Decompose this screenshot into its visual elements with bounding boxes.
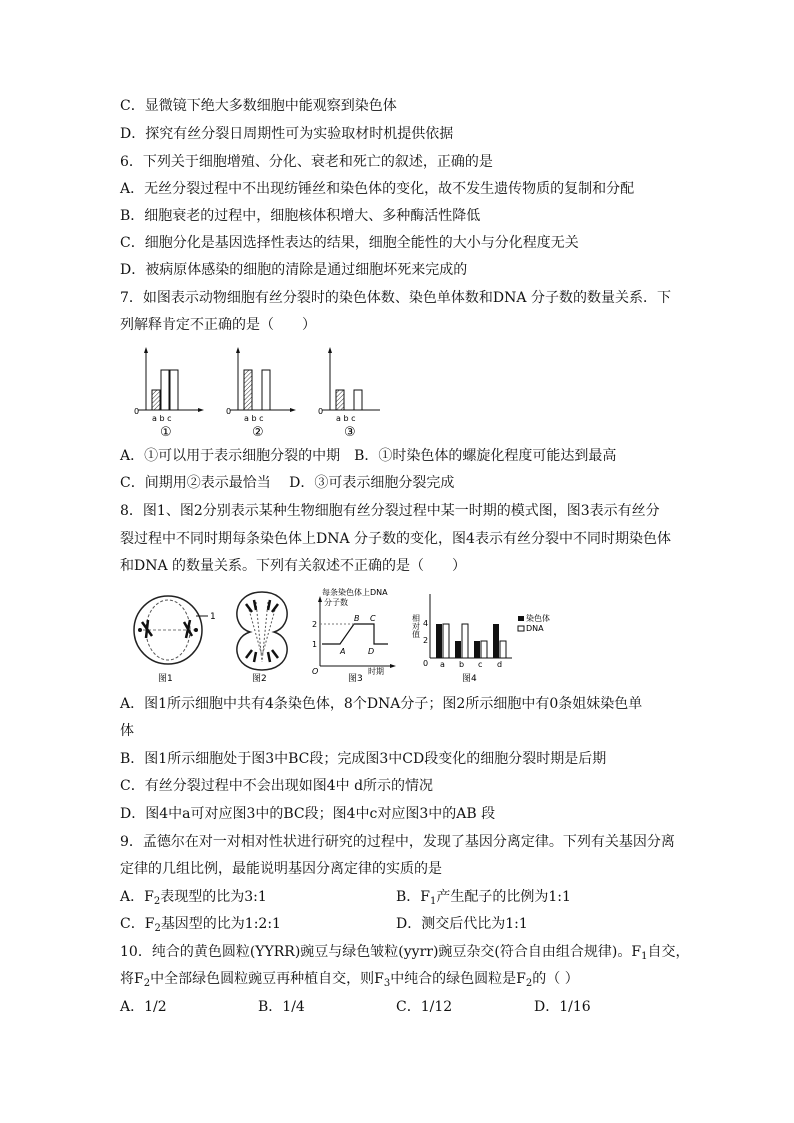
q10-option-c: C．1/12: [396, 999, 453, 1015]
q7-origin: 0: [226, 407, 232, 416]
fig3-point: D: [368, 647, 375, 656]
fig3-point: A: [340, 647, 346, 656]
fig3-title: 每条染色体上DNA: [322, 588, 388, 597]
q7-figure: [120, 346, 380, 438]
q7-options-cd: C．间期用②表示最恰当 D．③可表示细胞分裂完成: [120, 475, 455, 491]
question-8-line3: 和DNA 的数量关系。下列有关叙述不正确的是（ ）: [120, 558, 467, 574]
fig2-caption: 图2: [252, 674, 267, 684]
q8-option-a1: A．图1所示细胞中共有4条染色体，8个DNA分子；图2所示细胞中有0条姐妹染色单: [120, 696, 643, 712]
question-7-line2: 列解释肯定不正确的是（ ）: [120, 317, 316, 333]
fig4-category: a: [440, 660, 445, 669]
q7-options-ab: A．①可以用于表示细胞分裂的中期 B．①时染色体的螺旋化程度可能达到最高: [120, 448, 617, 464]
fig3-xlabel: 时期: [368, 667, 384, 676]
q7-bar: [152, 390, 160, 410]
fig4-caption: 图4: [462, 674, 477, 684]
fig4-tick: 4: [423, 619, 429, 628]
q7-bar: [336, 390, 344, 410]
q8-option-d: D．图4中a可对应图3中的BC段；图4中c对应图3中的AB 段: [120, 806, 496, 822]
fig1-label: 1: [210, 612, 216, 622]
q8-option-c: C．有丝分裂过程中不会出现如图4中 d所示的情况: [120, 778, 434, 794]
fig4-ylabel: 相对值: [411, 614, 421, 638]
q7-bar: [170, 370, 178, 410]
fig4-chromosome-bar: [493, 624, 499, 658]
question-10-line1: 10．纯合的黄色圆粒(YYRR)豌豆与绿色皱粒(yyrr)豌豆杂交(符合自由组合规律)。$F_1$自交，: [120, 944, 690, 962]
fig3-origin: O: [312, 667, 319, 676]
option-6d: D．被病原体感染的细胞的清除是通过细胞坏死来完成的: [120, 262, 468, 278]
fig4-dna-bar: [462, 624, 468, 658]
q7-bar: [354, 390, 362, 410]
q7-origin: 0: [134, 407, 140, 416]
fig4-legend: DNA: [526, 624, 544, 633]
q7-chart-label: ①: [160, 425, 172, 438]
q7-xlabel: a b c: [336, 414, 356, 423]
fig3-point: B: [354, 614, 360, 623]
fig4-chart: [412, 594, 551, 684]
q7-arrow: [236, 347, 240, 353]
fig3-tick: 2: [312, 620, 318, 629]
q10-option-a: A．1/2: [120, 999, 167, 1015]
question-9-line1: 9．孟德尔在对一对相对性状进行研究的过程中，发现了基因分离定律。下列有关基因分离: [120, 834, 675, 850]
q7-arrow: [328, 347, 332, 353]
fig4-tick: 2: [423, 636, 429, 645]
q8-option-a2: 体: [120, 723, 134, 739]
fig4-dna-bar: [443, 624, 449, 658]
fig4-category: d: [497, 660, 503, 669]
fig1-cell: [134, 596, 216, 684]
option-6b: B．细胞衰老的过程中，细胞核体积增大、多种酶活性降低: [120, 208, 481, 224]
fig4-dna-bar: [481, 641, 487, 658]
text-line: D．探究有丝分裂日周期性可为实验取材时机提供依据: [120, 126, 454, 142]
fig3-point: C: [370, 614, 376, 623]
fig4-chromosome-bar: [474, 641, 480, 658]
fig3-title2: 分子数: [324, 598, 348, 607]
question-7-line1: 7．如图表示动物细胞有丝分裂时的染色体数、染色单体数和DNA 分子数的数量关系．下: [120, 290, 671, 306]
fig4-legend: 染色体: [526, 614, 550, 623]
option-6a: A．无丝分裂过程中不出现纺锤丝和染色体的变化，故不发生遗传物质的复制和分配: [120, 181, 635, 197]
fig3-caption: 图3: [348, 674, 363, 684]
q7-chart-label: ③: [344, 425, 356, 438]
q7-xlabel: a b c: [152, 414, 172, 423]
q7-origin: 0: [318, 407, 324, 416]
q7-arrow: [144, 347, 148, 353]
q9-option-c: C．$F_2$基因型的比为1:2:1: [120, 916, 281, 934]
q8-option-b: B．图1所示细胞处于图3中BC段；完成图3中CD段变化的细胞分裂时期是后期: [120, 751, 607, 767]
fig4-origin: 0: [423, 659, 429, 668]
q7-arrow: [198, 408, 204, 412]
fig4-dna-bar: [500, 641, 506, 658]
question-6: 6．下列关于细胞增殖、分化、衰老和死亡的叙述，正确的是: [120, 154, 493, 170]
question-10-line2: 将$F_2$中全部绿色圆粒豌豆再种植自交，则$F_3$中纯合的绿色圆粒是$F_2$的（ ）: [120, 971, 579, 989]
q7-bar: [262, 370, 270, 410]
fig4-category: b: [459, 660, 465, 669]
q9-option-d: D．测交后代比为1:1: [396, 916, 528, 932]
q7-bar: [244, 370, 252, 410]
q9-option-a: A．$F_2$表现型的比为3:1: [120, 889, 267, 907]
q10-option-b: B．1/4: [258, 999, 305, 1015]
q7-xlabel: a b c: [244, 414, 264, 423]
q9-option-b: B．$F_1$产生配子的比例为1:1: [396, 889, 571, 907]
text-line: C．显微镜下绝大多数细胞中能观察到染色体: [120, 98, 397, 114]
question-9-line2: 定律的几组比例，最能说明基因分离定律的实质的是: [120, 861, 442, 877]
q10-option-d: D．1/16: [534, 999, 591, 1015]
fig1-caption: 图1: [158, 674, 173, 684]
q7-chart-label: ②: [252, 425, 264, 438]
fig3-graph: [312, 587, 396, 684]
question-8-line1: 8．图1、图2分别表示某种生物细胞有丝分裂过程中某一时期的模式图，图3表示有丝分: [120, 503, 660, 519]
option-6c: C．细胞分化是基因选择性表达的结果，细胞全能性的大小与分化程度无关: [120, 235, 579, 251]
q7-arrow: [290, 408, 296, 412]
q7-bar: [161, 370, 169, 410]
fig2-cell: [237, 592, 287, 684]
q8-figures: [120, 586, 580, 686]
fig3-tick: 1: [312, 640, 318, 649]
fig4-chromosome-bar: [455, 641, 461, 658]
fig4-chromosome-bar: [436, 624, 442, 658]
fig4-category: c: [478, 660, 483, 669]
question-8-line2: 裂过程中不同时期每条染色体上DNA 分子数的变化，图4表示有丝分裂中不同时期染色体: [120, 531, 671, 547]
